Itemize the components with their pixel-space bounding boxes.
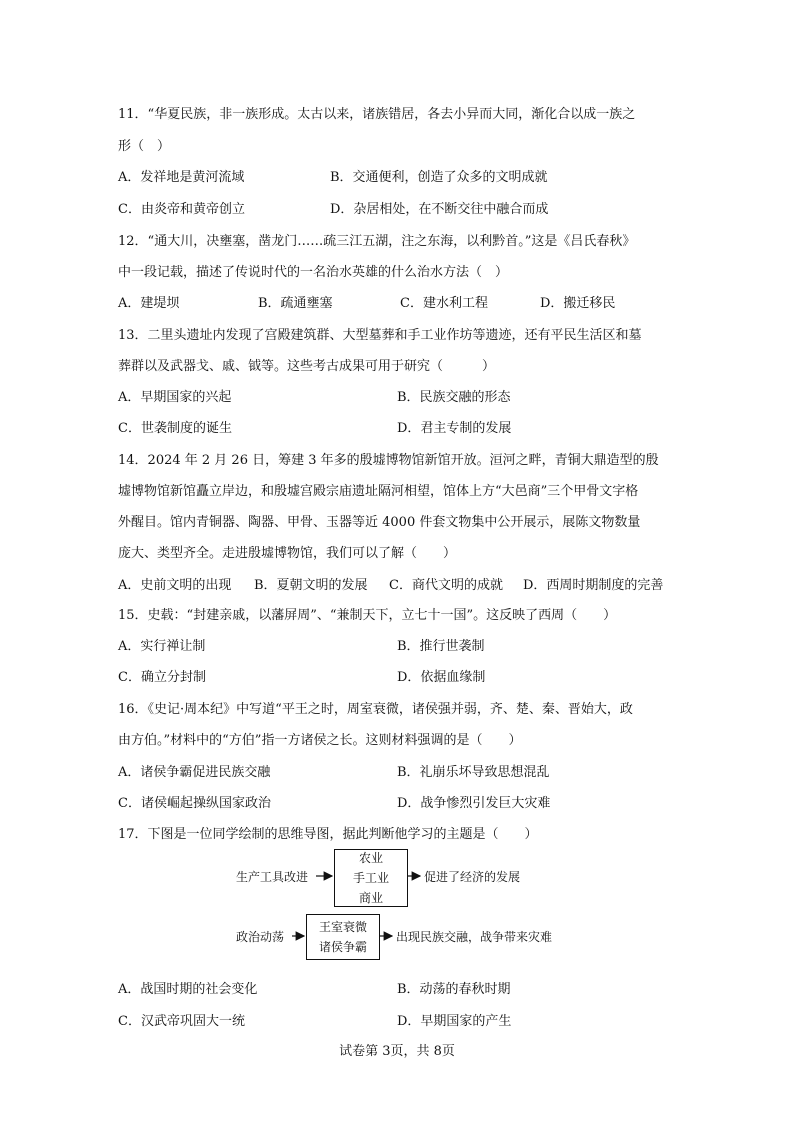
option-b[interactable]: B．推行世袭制 xyxy=(397,639,485,654)
question-text: 12．“通大川，决壅塞，凿龙门……疏三江五湖，注之东海，以利黔首。”这是《吕氏春秋》 xyxy=(118,234,636,249)
box1-item: 商业 xyxy=(358,891,383,905)
option-a[interactable]: A．发祥地是黄河流域 xyxy=(118,170,245,185)
option-a[interactable]: A．诸侯争霸促进民族交融 xyxy=(118,765,271,780)
option-c[interactable]: C．由炎帝和黄帝创立 xyxy=(118,202,245,217)
option-c[interactable]: C．世袭制度的诞生 xyxy=(118,421,232,436)
mindmap-box-1 xyxy=(334,849,408,907)
question-text: 墟博物馆新馆矗立岸边，和殷墟宫殿宗庙遗址隔河相望，馆体上方“大邑商”三个甲骨文字格 xyxy=(118,484,639,499)
option-d[interactable]: D．早期国家的产生 xyxy=(397,1014,512,1029)
question-text: 11．“华夏民族，非一族形成。太古以来，诸族错居，各去小异而大同，渐化合以成一族之 xyxy=(118,107,636,122)
option-c[interactable]: C．商代文明的成就 xyxy=(389,578,503,593)
option-a[interactable]: A．实行禅让制 xyxy=(118,639,206,654)
question-text: 17．下图是一位同学绘制的思维导图，据此判断他学习的主题是（ ） xyxy=(118,827,538,842)
option-c[interactable]: C．确立分封制 xyxy=(118,670,206,685)
option-d[interactable]: D．依据血缘制 xyxy=(397,670,486,685)
option-d[interactable]: D．西周时期制度的完善 xyxy=(523,578,664,593)
option-d[interactable]: D．杂居相处，在不断交往中融合而成 xyxy=(330,202,549,217)
mindmap-right-1: 促进了经济的发展 xyxy=(424,870,521,884)
option-a[interactable]: A．建堤坝 xyxy=(118,296,180,311)
question-text: 14．2024 年 2 月 26 日，筹建 3 年多的殷墟博物馆新馆开放。洹河之畔，青铜大鼎造型的殷 xyxy=(118,453,659,468)
mindmap-box-2 xyxy=(306,914,380,960)
option-c[interactable]: C．诸侯崛起操纵国家政治 xyxy=(118,796,271,811)
question-text: 16．《史记·周本纪》中写道“平王之时，周室衰微，诸侯强并弱，齐、楚、秦、晋始大，政 xyxy=(118,702,633,717)
question-text: 15．史载：“封建亲戚，以藩屏周”、“兼制天下，立七十一国”。这反映了西周（ ） xyxy=(118,608,617,623)
option-d[interactable]: D．战争惨烈引发巨大灾难 xyxy=(397,796,551,811)
mindmap-left-1: 生产工具改进 xyxy=(236,870,309,884)
box2-item: 王室衰微 xyxy=(318,920,367,934)
option-a[interactable]: A．战国时期的社会变化 xyxy=(118,982,258,997)
option-b[interactable]: B．礼崩乐坏导致思想混乱 xyxy=(397,765,550,780)
option-c[interactable]: C．建水利工程 xyxy=(400,296,488,311)
question-text: 葬群以及武器戈、戚、钺等。这些考古成果可用于研究（ ） xyxy=(118,359,496,374)
option-b[interactable]: B．疏通壅塞 xyxy=(258,296,333,311)
option-a[interactable]: A．早期国家的兴起 xyxy=(118,390,232,405)
option-b[interactable]: B．动荡的春秋时期 xyxy=(397,982,511,997)
option-b[interactable]: B．夏朝文明的发展 xyxy=(254,578,368,593)
mindmap-right-2: 出现民族交融，战争带来灾难 xyxy=(396,930,553,944)
question-text: 形（ ） xyxy=(118,139,171,154)
question-text: 由方伯。”材料中的“方伯”指一方诸侯之长。这则材料强调的是（ ） xyxy=(118,733,522,748)
box1-item: 农业 xyxy=(358,851,383,865)
question-text: 外醒目。馆内青铜器、陶器、甲骨、玉器等近 4000 件套文物集中公开展示，展陈文物数量 xyxy=(118,515,641,530)
box1-item: 手工业 xyxy=(352,871,389,885)
box2-item: 诸侯争霸 xyxy=(318,940,367,954)
option-b[interactable]: B．交通便利，创造了众多的文明成就 xyxy=(330,170,548,185)
option-c[interactable]: C．汉武帝巩固大一统 xyxy=(118,1014,245,1029)
question-text: 中一段记载，描述了传说时代的一名治水英雄的什么治水方法（ ） xyxy=(118,265,509,280)
option-b[interactable]: B．民族交融的形态 xyxy=(397,390,511,405)
option-a[interactable]: A．史前文明的出现 xyxy=(118,578,232,593)
option-d[interactable]: D．君主专制的发展 xyxy=(397,421,512,436)
option-d[interactable]: D．搬迁移民 xyxy=(540,296,616,311)
page-footer: 试卷第 3页，共 8页 xyxy=(339,1044,455,1059)
question-text: 13．二里头遗址内发现了宫殿建筑群、大型墓葬和手工业作坊等遗迹，还有平民生活区和墓 xyxy=(118,328,642,343)
question-text: 庞大、类型齐全。走进殷墟博物馆，我们可以了解（ ） xyxy=(118,546,457,561)
mindmap-left-2: 政治动荡 xyxy=(236,930,285,944)
